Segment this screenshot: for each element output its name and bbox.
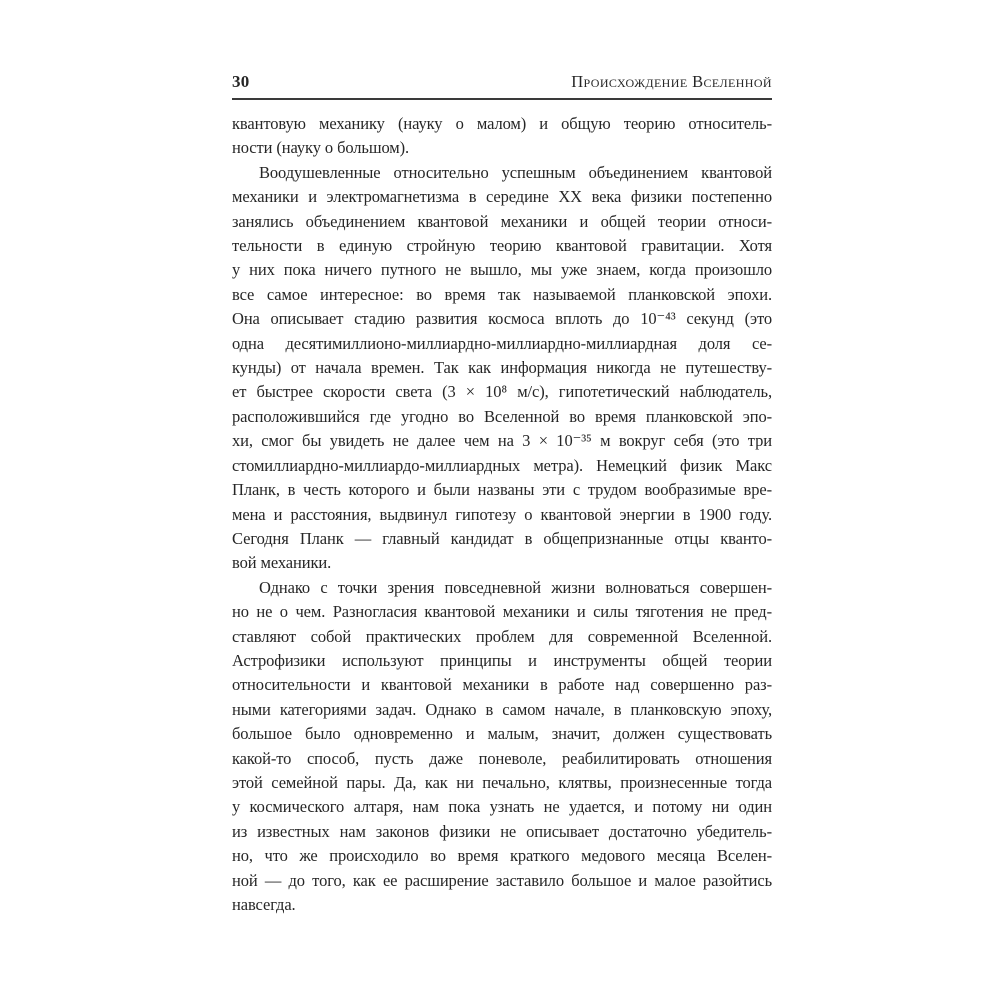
- text-line: расположившийся где угодно во Вселенной во время планковской эпо-: [232, 406, 772, 426]
- text-line: хи, смог бы увидеть не далее чем на 3 × 10⁻³⁵ м вокруг себя (это три: [232, 431, 772, 451]
- text-line: но, что же происходило во время краткого медового месяца Вселен-: [232, 846, 772, 866]
- paragraph: [232, 112, 772, 161]
- text-line: квантовую механику (науку о малом) и общую теорию относитель-: [232, 114, 772, 133]
- paragraph: [232, 576, 772, 918]
- text-line: тельности в единую стройную теорию квантовой гравитации. Хотя: [232, 236, 772, 256]
- text-line: кунды) от начала времен. Так как информация никогда не путешеству-: [232, 358, 772, 378]
- text-line: какой-то способ, пусть даже поневоле, реабилитировать отношения: [232, 748, 772, 768]
- text-line: ставляют собой практических проблем для современной Вселенной.: [232, 626, 772, 646]
- text-line: относительности и квантовой механики в работе над совершенно раз-: [232, 675, 772, 695]
- text-line: вой механики.: [232, 553, 332, 573]
- page-header: [232, 72, 772, 100]
- text-line: ности (науку о большом).: [232, 138, 410, 158]
- text-line: этой семейной пары. Да, как ни печально, клятвы, произнесенные тогда: [232, 772, 772, 792]
- text-line: ной — до того, как ее расширение заставило большое и малое разойтись: [232, 870, 772, 890]
- text-line: навсегда.: [232, 895, 296, 914]
- text-line: у космического алтаря, нам пока узнать не удается, и потому ни один: [232, 797, 772, 817]
- text-line: одна десятимиллионо-миллиардно-миллиардно-миллиардная доля се-: [232, 333, 772, 353]
- text-line: стомиллиардно-миллиардо-миллиардных метра). Немецкий физик Макс: [232, 455, 772, 475]
- text-line: у них пока ничего путного не вышло, мы уже знаем, когда произошло: [232, 260, 772, 280]
- text-line: ными категориями задач. Однако в самом начале, в планковскую эпоху,: [232, 699, 772, 719]
- text-line: Планк, в честь которого и были названы эти с трудом вообразимые вре-: [232, 480, 772, 500]
- page-number: 30: [232, 72, 250, 91]
- text-line: Она описывает стадию развития космоса вплоть до 10⁻⁴³ секунд (это: [232, 309, 772, 329]
- text-line: Однако с точки зрения повседневной жизни волноваться совершен-: [259, 577, 772, 597]
- text-line: большое было одновременно и малым, значит, должен существовать: [232, 724, 772, 744]
- text-line: ет быстрее скорости света (3 × 10⁸ м/с), гипотетический наблюдатель,: [232, 382, 772, 402]
- running-title: Происхождение Вселенной: [571, 72, 772, 91]
- text-line: Воодушевленные относительно успешным объединением квантовой: [259, 162, 772, 182]
- text-line: мена и расстояния, выдвинул гипотезу о квантовой энергии в 1900 году.: [232, 504, 772, 524]
- text-line: из известных нам законов физики не описывает достаточно убедитель-: [232, 821, 772, 841]
- text-line: Сегодня Планк — главный кандидат в общепризнанные отцы кванто-: [232, 528, 772, 548]
- text-line: все самое интересное: во время так называемой планковской эпохи.: [232, 284, 772, 304]
- page-body: [232, 112, 772, 917]
- paragraph: [232, 161, 772, 576]
- text-line: но не о чем. Разногласия квантовой механики и силы тяготения не пред-: [232, 602, 772, 622]
- text-line: механики и электромагнетизма в середине XX века физики постепенно: [232, 187, 772, 207]
- text-line: Астрофизики используют принципы и инструменты общей теории: [232, 650, 772, 670]
- text-line: занялись объединением квантовой механики и общей теории относи-: [232, 211, 772, 231]
